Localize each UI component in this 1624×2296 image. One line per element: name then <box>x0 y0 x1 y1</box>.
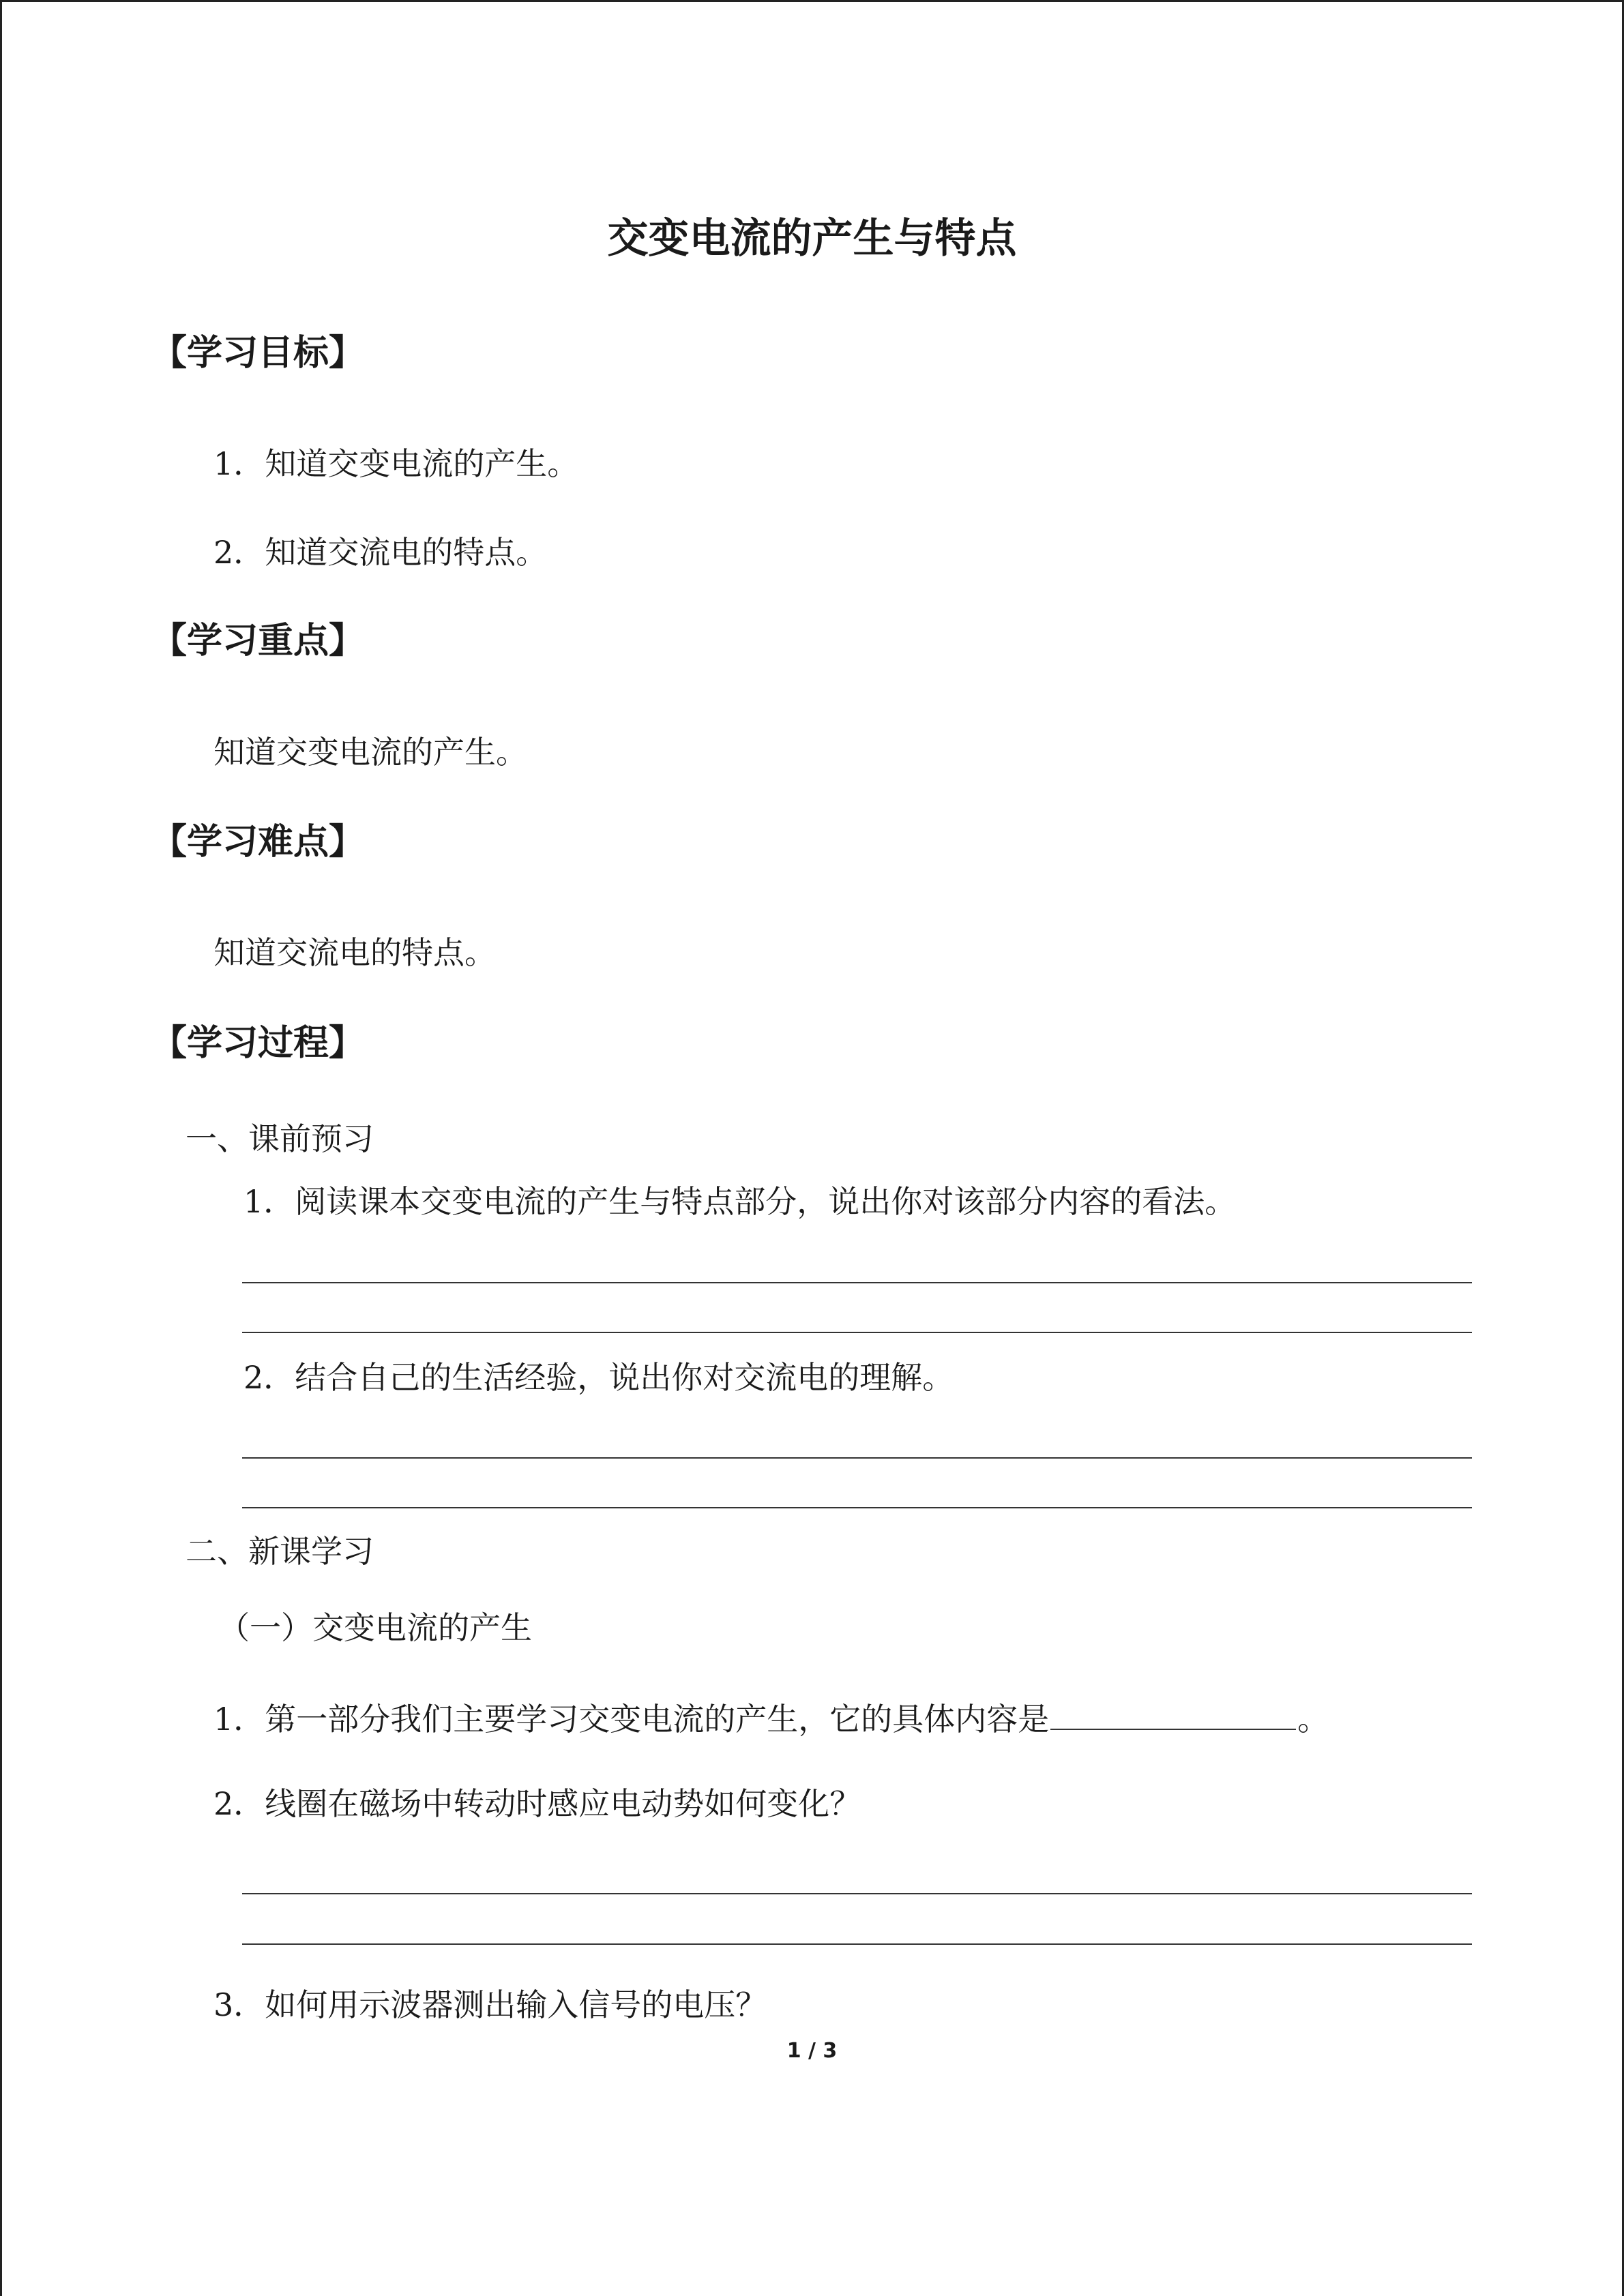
process-heading: 【学习过程】 <box>151 1023 365 1064</box>
page-number: 1 / 3 <box>786 2039 838 2063</box>
key-points-heading: 【学习重点】 <box>151 621 365 661</box>
answer-line[interactable] <box>242 1893 1472 1894</box>
preview-section-label: 一、课前预习 <box>186 1120 374 1157</box>
difficulties-text: 知道交流电的特点。 <box>213 934 496 971</box>
document-title: 交变电流的产生与特点 <box>607 215 1017 263</box>
answer-line[interactable] <box>242 1507 1472 1508</box>
objectives-heading: 【学习目标】 <box>151 333 365 374</box>
answer-line[interactable] <box>242 1282 1472 1283</box>
subsection-generation: （一）交变电流的产生 <box>218 1609 532 1646</box>
objective-item-1: 1．知道交变电流的产生。 <box>213 445 579 482</box>
preview-question-2: 2．结合自己的生活经验，说出你对交流电的理解。 <box>243 1359 954 1396</box>
preview-question-1: 1．阅读课本交变电流的产生与特点部分，说出你对该部分内容的看法。 <box>243 1183 1237 1220</box>
answer-line[interactable] <box>242 1943 1472 1945</box>
new-lesson-question-1 <box>213 1696 1329 1740</box>
question-1-end: 。 <box>1297 1701 1329 1738</box>
key-points-text: 知道交变电流的产生。 <box>213 734 527 771</box>
difficulties-heading: 【学习难点】 <box>151 822 365 863</box>
new-lesson-question-3: 3．如何用示波器测出输入信号的电压？ <box>213 1986 767 2023</box>
new-lesson-section-label: 二、新课学习 <box>186 1533 374 1570</box>
answer-line[interactable] <box>242 1457 1472 1459</box>
new-lesson-question-2: 2．线圈在磁场中转动时感应电动势如何变化？ <box>213 1785 861 1822</box>
objective-item-2: 2．知道交流电的特点。 <box>213 534 548 571</box>
answer-line[interactable] <box>242 1332 1472 1333</box>
question-1-text: 1．第一部分我们主要学习交变电流的产生，它的具体内容是 <box>213 1701 1050 1738</box>
fill-in-blank[interactable] <box>1050 1696 1296 1730</box>
